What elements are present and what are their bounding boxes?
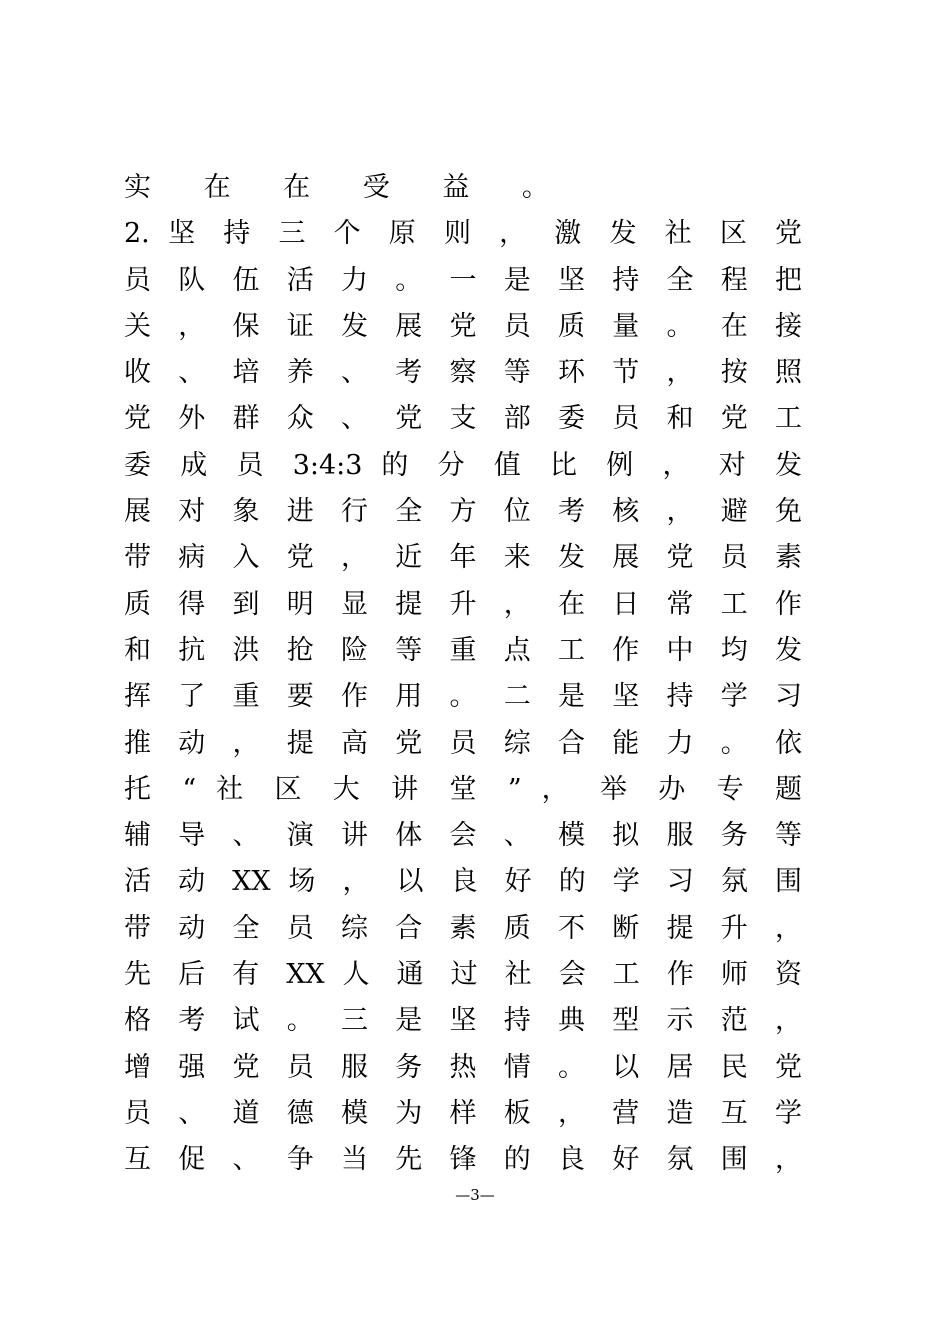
- text-line: 和 抗 洪 抢 险 等 重 点 工 作 中 均 发: [124, 634, 802, 666]
- text-line: 先 后 有 XX 人 通 过 社 会 工 作 师 资: [124, 959, 802, 991]
- text-line: 关 ， 保 证 发 展 党 员 质 量 。 在 接: [124, 310, 802, 342]
- text-line: 增 强 党 员 服 务 热 情 。 以 居 民 党: [124, 1051, 802, 1083]
- text-line: 互 促 、 争 当 先 锋 的 良 好 氛 围 ，: [124, 1144, 802, 1176]
- text-line: 员 队 伍 活 力 。 一 是 坚 持 全 程 把: [124, 264, 802, 296]
- text-line: 带 动 全 员 综 合 素 质 不 断 提 升 ，: [124, 912, 802, 944]
- page-number: —3—: [455, 1186, 495, 1204]
- text-line: 格 考 试 。 三 是 坚 持 典 型 示 范 ，: [124, 1005, 802, 1037]
- text-line: 委 成 员 3:4:3 的 分 值 比 例 ， 对 发: [124, 449, 802, 481]
- text-line: 托 “ 社 区 大 讲 堂 ” ， 举 办 专 题: [124, 773, 802, 805]
- text-line: 实 在 在 受 益 。: [124, 172, 571, 203]
- text-line: 推 动 ， 提 高 党 员 综 合 能 力 。 依: [124, 727, 802, 759]
- text-line: 展 对 象 进 行 全 方 位 考 核 ， 避 免: [124, 496, 802, 528]
- text-line: 员 、 道 德 模 为 样 板 ， 营 造 互 学: [124, 1097, 802, 1129]
- text-line: 质 得 到 明 显 提 升 ， 在 日 常 工 作: [124, 588, 802, 620]
- text-line: 带 病 入 党 ， 近 年 来 发 展 党 员 素: [124, 542, 802, 574]
- text-line: 党 外 群 众 、 党 支 部 委 员 和 党 工: [124, 403, 802, 435]
- text-line: 收 、 培 养 、 考 察 等 环 节 ， 按 照: [124, 357, 802, 389]
- body-text: [124, 165, 802, 1184]
- text-line: 辅 导 、 演 讲 体 会 、 模 拟 服 务 等: [124, 820, 802, 852]
- text-line: 挥 了 重 要 作 用 。 二 是 坚 持 学 习: [124, 681, 802, 713]
- text-line: 2. 坚 持 三 个 原 则 ， 激 发 社 区 党: [124, 218, 802, 250]
- text-line: 活 动 XX 场 ， 以 良 好 的 学 习 氛 围: [124, 866, 802, 898]
